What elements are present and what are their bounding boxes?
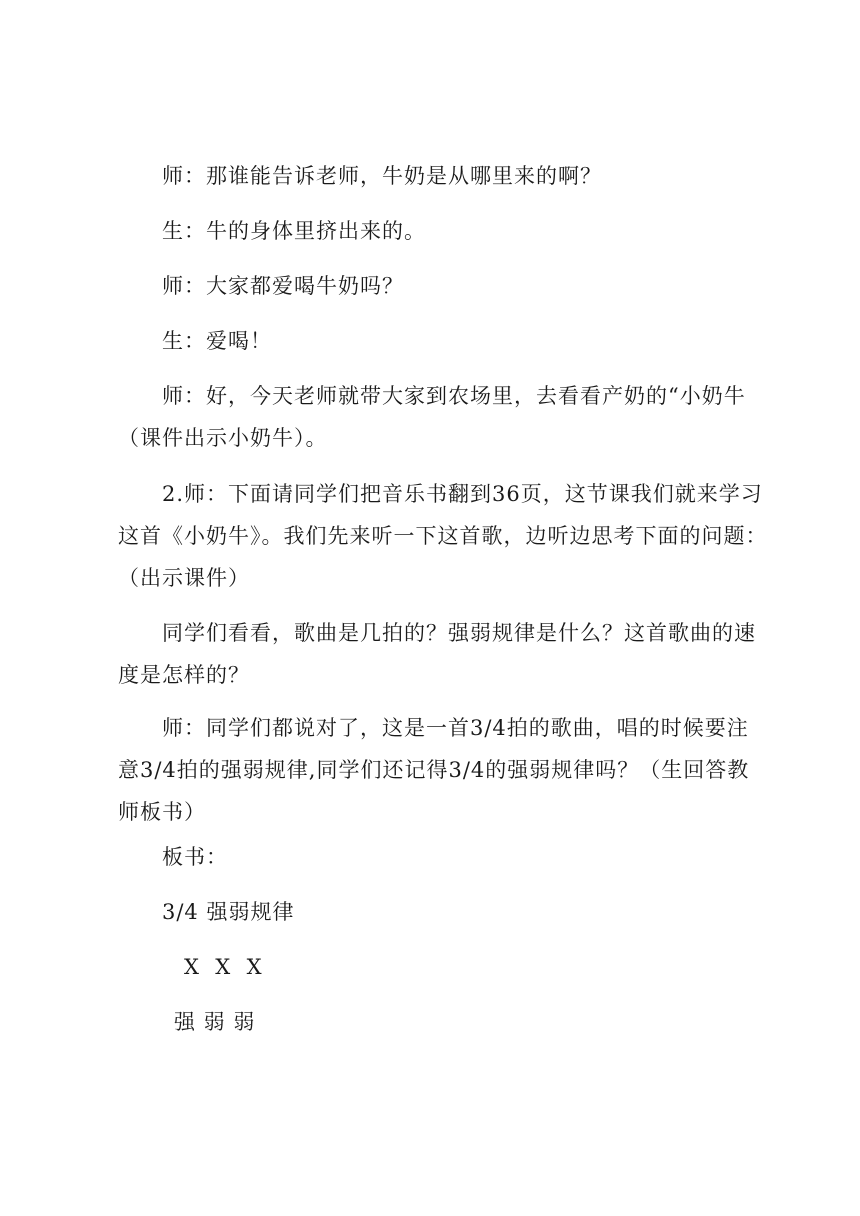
paragraph-5: 师：好，今天老师就带大家到农场里，去看看产奶的“小奶牛（课件出示小奶牛）。: [118, 384, 746, 450]
paragraph-7: 同学们看看，歌曲是几拍的？强弱规律是什么？这首歌曲的速度是怎样的？: [118, 621, 756, 687]
board-strengths: 强 弱 弱: [174, 1010, 256, 1034]
paragraph-4: 生：爱喝！: [162, 329, 272, 353]
board-label: 板书：: [162, 845, 228, 869]
paragraph-1: 师：那谁能告诉老师，牛奶是从哪里来的啊？: [162, 164, 602, 188]
paragraph-6: 2.师：下面请同学们把音乐书翻到36页，这节课我们就来学习这首《小奶牛》。我们先来听一下这首歌，边听边思考下面的问题：（出示课件）: [118, 482, 768, 590]
board-beats: X X X: [184, 955, 263, 979]
paragraph-3: 师：大家都爱喝牛奶吗？: [162, 274, 404, 298]
board-title: 3/4 强弱规律: [162, 900, 295, 924]
paragraph-8: 师：同学们都说对了，这是一首3/4拍的歌曲，唱的时候要注意3/4拍的强弱规律,同学们还记得3/4的强弱规律吗？（生回答教师板书）: [118, 716, 750, 824]
paragraph-2: 生：牛的身体里挤出来的。: [162, 219, 426, 243]
